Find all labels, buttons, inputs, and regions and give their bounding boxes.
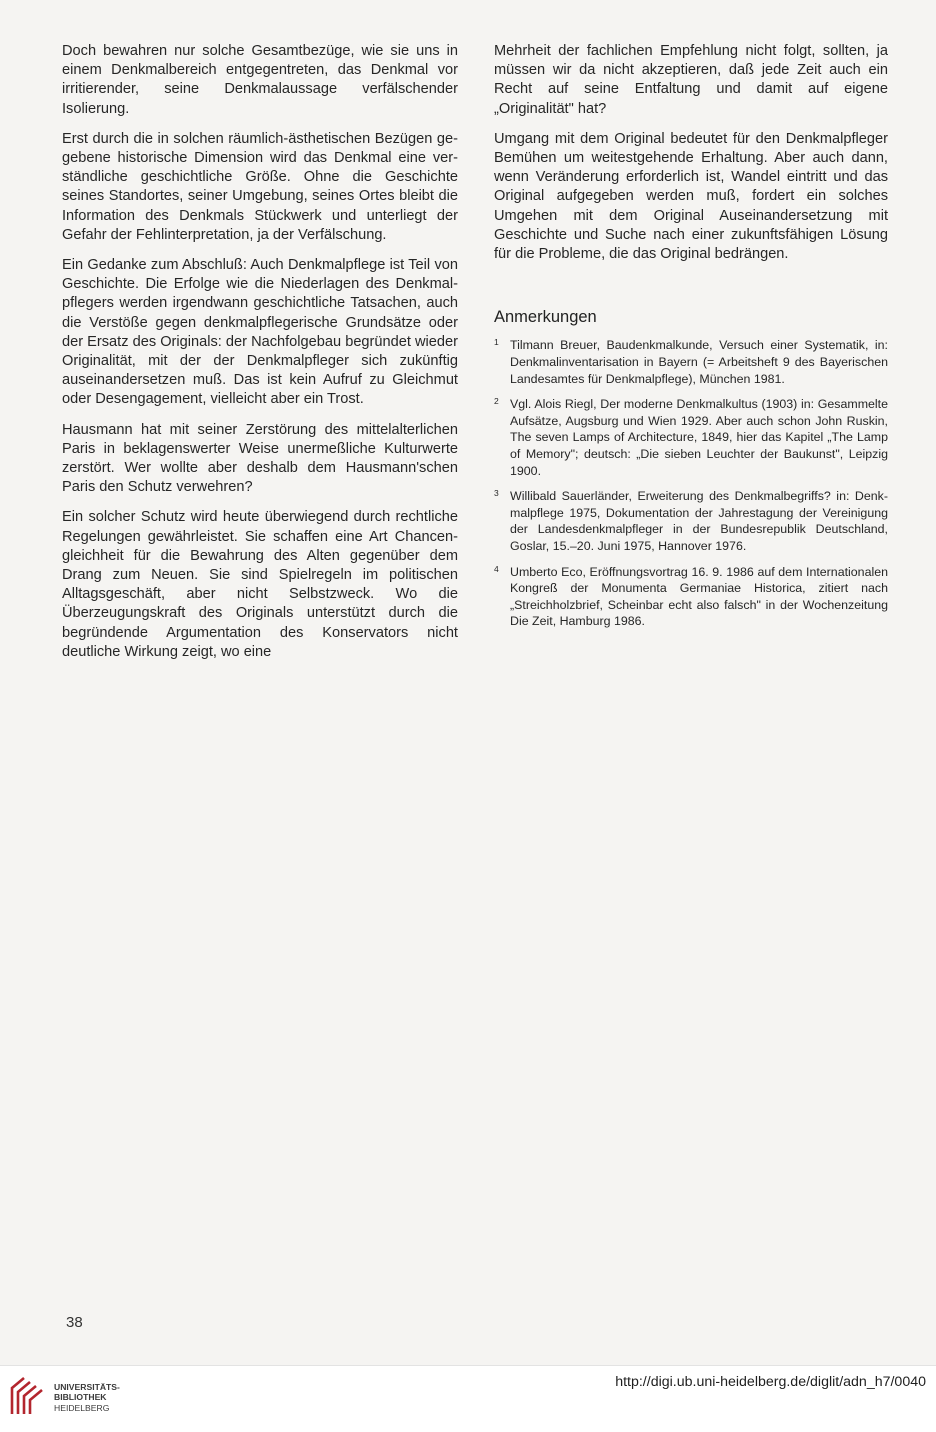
note-text: Umberto Eco, Eröffnungsvortrag 16. 9. 1986 auf dem Internationalen Kongreß der Monumenta Germaniae Historica, zitiert nach „Streichholzbrief, Scheinbar echt also falsch" in der Wochenzeitung Die Zeit, Hamburg 1986. [510,564,888,629]
note-number: 1 [494,337,499,348]
note-item [494,564,888,630]
right-text-column [494,42,888,639]
paragraph: Mehrheit der fachlichen Empfehlung nicht folgt, sollten, ja müssen wir da nicht akzeptieren, daß jede Zeit auch ein Recht auf seine Entfaltung und damit auf eigene „Originalität" hat? [494,43,888,117]
notes-list [494,337,888,630]
note-number: 2 [494,396,499,407]
note-text: Tilmann Breuer, Baudenkmalkunde, Versuch einer Systematik, in: Denkmalinventarisation in Bayern (= Arbeitsheft 9 des Bayerischen Landesamtes für Denkmalpflege), München 1981. [510,338,888,386]
logo-line: HEIDELBERG [54,1402,110,1413]
paragraph: Erst durch die in solchen räumlich-ästhetischen Bezügen gegebene historische Dimension wird das Denkmal eine verständliche geschichtliche Größe. Ohne die Geschichte seines Standortes, seiner Umgebung, seines Ortes bleibt die Information des Denkmals Stückwerk und unterliegt der Gefahr der Fehlinterpretation, ja der Verfälschung. [62,130,458,243]
footer-bar [0,1365,936,1432]
note-text: Willibald Sauerländer, Erweiterung des Denkmalbegriffs? in: Denkmalpflege 1975, Dokumentation der Jahrestagung der Vereinigung der Landesdenkmalpfleger in der Bundesrepublik Deutschland, Goslar, 15.–20. Juni 1975, Hannover 1976. [510,489,888,553]
note-item [494,337,888,387]
logo-line: BIBLIOTHEK [54,1392,107,1403]
note-number: 3 [494,488,499,499]
note-text: Vgl. Alois Riegl, Der moderne Denkmalkultus (1903) in: Gesammelte Aufsätze, Augsburg und Wien 1929. Aber auch schon John Ruskin, The seven Lamps of Architecture, 1849, hier das Kapitel „The Lamp of Memory"; deutsch: „Die sieben Leuchter der Baukunst", Leipzig 1900. [510,397,888,478]
library-logo-text [54,1382,120,1413]
note-item [494,396,888,479]
page-number: 38 [66,1314,83,1331]
note-number: 4 [494,563,499,574]
notes-heading: Anmerkungen [494,308,597,327]
note-item [494,488,888,554]
paragraph: Doch bewahren nur solche Gesamtbezüge, wie sie uns in einem Denkmalbereich entgegentreten, das Denkmal vor irritierender, seine Denkmalaussage verfälschender Isolierung. [62,43,458,117]
paragraph: Ein solcher Schutz wird heute überwiegend durch rechtliche Regelungen gewährleistet. Sie schaffen eine Art Chancengleichheit für die Bewahrung des Alten gegenüber dem Drang zum Neuen. Sie sind Spielregeln im politischen Alltagsgeschäft, aber nicht Selbstzweck. Wo die Überzeugungskraft des Originals unterstützt durch die begründende Argumentation des Konservators nicht deutliche Wirkung zeigt, wo eine [62,509,458,660]
library-logo-icon [8,1374,48,1418]
source-url[interactable]: http://digi.ub.uni-heidelberg.de/diglit/adn_h7/0040 [615,1374,926,1390]
paragraph: Ein Gedanke zum Abschluß: Auch Denkmalpflege ist Teil von Geschichte. Die Erfolge wie die Niederlagen des Denkmalpflegers werden irgendwann geschichtliche Tatsachen, auch die Verstöße gegen denkmalpflegerische Grundsätze oder der Ersatz des Originals: der Nachfolgebau begründet wieder Originalität, mit der der Denkmalpfleger sich zukünftig auseinandersetzen muß. Das ist kein Aufruf zu Gleichmut oder Desengagement, vielleicht aber ein Trost. [62,257,458,408]
logo-line: UNIVERSITÄTS- [54,1382,120,1392]
paragraph: Umgang mit dem Original bedeutet für den Denkmalpfleger Bemühen um weitestgehende Erhaltung. Aber auch dann, wenn Veränderung erforderlich ist, Wandel eintritt und das Original aufgegeben werden muß, fordert ein solches Umgehen mit dem Original Auseinandersetzung mit Geschichte und Suche nach einer zukunftsfähigen Lösung für die Probleme, die das Original bedrängen. [494,130,888,263]
paragraph: Hausmann hat mit seiner Zerstörung des mittelalterlichen Paris in beklagenswerter Weise unermeßliche Kulturwerte zerstört. Wer wollte aber deshalb dem Hausmann'schen Paris den Schutz verwehren? [62,421,458,496]
left-text-column [62,42,458,673]
